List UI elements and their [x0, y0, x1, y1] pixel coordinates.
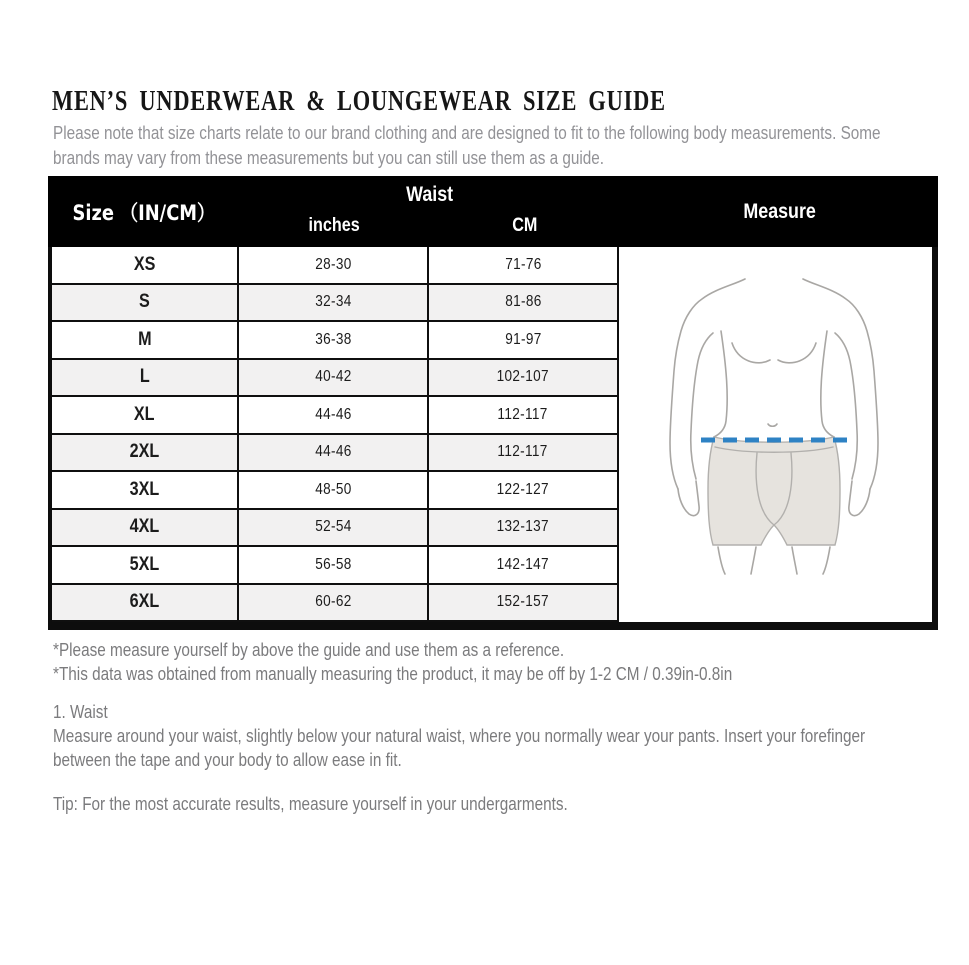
intro-line: brands may vary from these measurements but you can still use them as a guide.	[53, 148, 605, 168]
size-cell: XS	[52, 247, 239, 285]
size-cell: S	[52, 285, 239, 323]
waist-cm-cell: 142-147	[429, 547, 619, 585]
waist-inches-cell: 40-42	[239, 360, 429, 398]
size-cell: 4XL	[52, 510, 239, 548]
page-title: MEN’S UNDERWEAR & LOUNGEWEAR SIZE GUIDE	[52, 86, 666, 117]
waist-cm-cell: 112-117	[429, 435, 619, 473]
waist-cm-cell: 102-107	[429, 360, 619, 398]
waist-inches-cell: 32-34	[239, 285, 429, 323]
size-cell: 5XL	[52, 547, 239, 585]
waist-section-body	[53, 724, 969, 772]
size-cell: M	[52, 322, 239, 360]
waist-inches-cell: 52-54	[239, 510, 429, 548]
table-header	[48, 176, 938, 247]
instruction-line: between the tape and your body to allow ease in fit.	[53, 750, 402, 770]
column-header-cm: CM	[512, 215, 538, 236]
intro-line: Please note that size charts relate to our brand clothing and are designed to fit to the following body measurements. Some	[53, 123, 881, 143]
measure-illustration-cell	[621, 247, 932, 622]
boxer-briefs-shape	[708, 437, 840, 545]
footnotes	[53, 638, 852, 686]
male-torso-boxer-briefs-sketch	[629, 273, 919, 583]
waist-inches-cell: 36-38	[239, 322, 429, 360]
table-body	[48, 247, 938, 630]
waist-cm-cell: 81-86	[429, 285, 619, 323]
footnote-line: *This data was obtained from manually measuring the product, it may be off by 1-2 CM / 0.39in-0.8in	[53, 664, 733, 684]
waist-cm-cell: 152-157	[429, 585, 619, 623]
waist-inches-cell: 44-46	[239, 397, 429, 435]
column-header-waist: Waist	[406, 183, 454, 206]
size-cell: XL	[52, 397, 239, 435]
waist-inches-cell: 44-46	[239, 435, 429, 473]
size-cell: 3XL	[52, 472, 239, 510]
instruction-line: Measure around your waist, slightly below your natural waist, where you normally wear your pants. Insert your forefinger	[53, 726, 866, 746]
size-guide-table	[48, 176, 938, 630]
footnote-line: *Please measure yourself by above the guide and use them as a reference.	[53, 640, 565, 660]
size-cell: 2XL	[52, 435, 239, 473]
intro-text	[53, 121, 969, 171]
waist-inches-cell: 28-30	[239, 247, 429, 285]
column-header-measure: Measure	[743, 199, 816, 223]
size-cell: L	[52, 360, 239, 398]
waist-inches-cell: 60-62	[239, 585, 429, 623]
waist-cm-cell: 112-117	[429, 397, 619, 435]
measuring-tip: Tip: For the most accurate results, measure yourself in your undergarments.	[53, 794, 568, 814]
waist-inches-cell: 48-50	[239, 472, 429, 510]
column-header-size: Size （IN/CM）	[72, 200, 215, 225]
waist-cm-cell: 122-127	[429, 472, 619, 510]
size-cell: 6XL	[52, 585, 239, 623]
waist-cm-cell: 71-76	[429, 247, 619, 285]
waist-cm-cell: 132-137	[429, 510, 619, 548]
waist-inches-cell: 56-58	[239, 547, 429, 585]
column-header-inches: inches	[308, 215, 360, 236]
waist-cm-cell: 91-97	[429, 322, 619, 360]
waist-section-heading: 1. Waist	[53, 702, 108, 722]
